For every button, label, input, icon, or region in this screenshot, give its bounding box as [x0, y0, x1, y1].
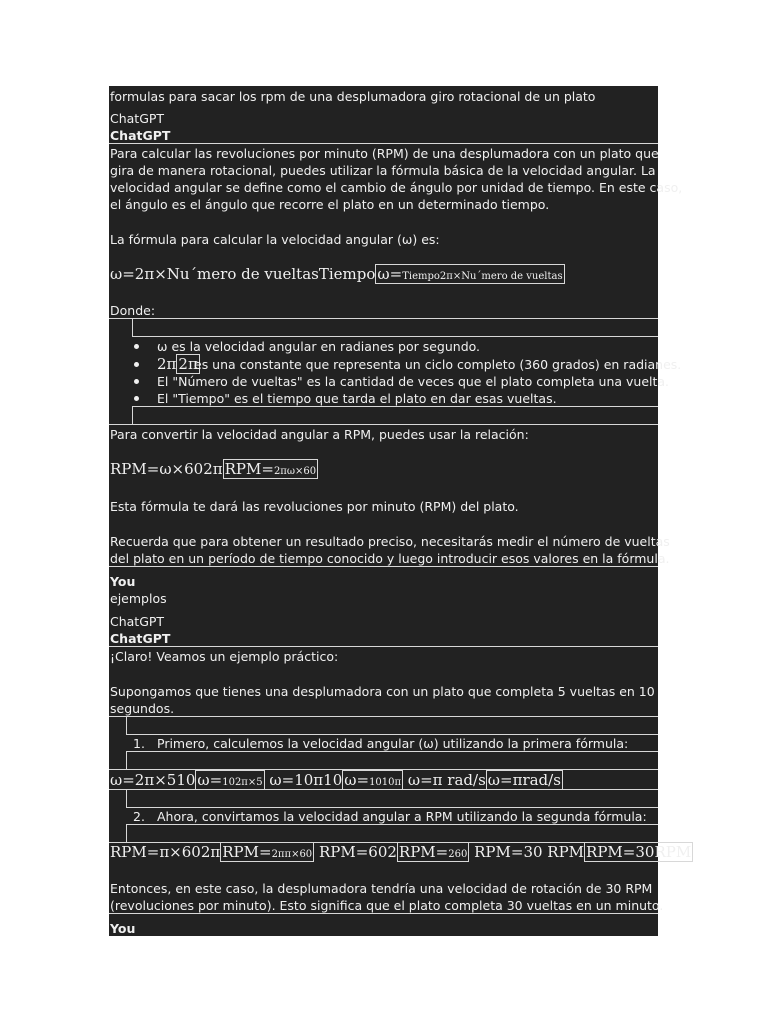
divider: [132, 406, 133, 424]
bullet: [134, 379, 139, 384]
speaker-label: ChatGPT: [110, 614, 165, 629]
user-question-1: formulas para sacar los rpm de una desplumadora giro rotacional de un plato: [110, 89, 596, 104]
answer-1-paragraph-5-line-1: Recuerda que para obtener un resultado preciso, necesitarás medir el número de vueltas: [110, 534, 670, 549]
bullet: [134, 362, 139, 367]
answer-2-paragraph-2-line-1: Supongamos que tienes una desplumadora con un plato que completa 5 vueltas en 10: [110, 684, 655, 699]
list-item: ω es la velocidad angular en radianes por segundo.: [157, 339, 481, 354]
answer-1-paragraph-1-line-3: velocidad angular se define como el cambio de ángulo por unidad de tiempo. En este caso,: [110, 180, 683, 195]
answer-1-paragraph-1-line-1: Para calcular las revoluciones por minuto (RPM) de una desplumadora con un plato que: [110, 146, 659, 161]
divider: [109, 424, 658, 425]
divider: [109, 566, 658, 567]
divider: [132, 318, 133, 336]
divider: [126, 789, 127, 807]
divider: [132, 406, 658, 407]
divider: [109, 646, 658, 647]
speaker-label: ChatGPT: [110, 111, 165, 126]
formula-example-rpm: RPM=π×602π RPM=2ππ×60 RPM=602 RPM=260 RPM=30 RPM RPM=30RPM: [110, 843, 692, 861]
answer-2-paragraph-3-line-1: Entonces, en este caso, la desplumadora tendría una velocidad de rotación de 30 RPM: [110, 881, 653, 896]
list-item-math: 2π 2π: [157, 355, 198, 373]
step-1-text: Primero, calculemos la velocidad angular (ω) utilizando la primera fórmula:: [157, 736, 629, 751]
list-item: El "Número de vueltas" es la cantidad de veces que el plato completa una vuelta.: [157, 374, 670, 389]
divider: [126, 824, 127, 842]
divider: [126, 716, 127, 734]
bullet: [134, 344, 139, 349]
answer-1-paragraph-1-line-4: el ángulo es el ángulo que recorre el plato en un determinado tiempo.: [110, 197, 550, 212]
divider: [126, 751, 658, 752]
list-item: El "Tiempo" es el tiempo que tarda el plato en dar esas vueltas.: [157, 391, 557, 406]
formula-angular-velocity-box: ω=Tiempo2π×Nu´mero de vueltas: [377, 265, 563, 283]
divider: [126, 751, 127, 769]
divider: [109, 789, 658, 790]
divider: [126, 824, 658, 825]
step-2-number: 2.: [133, 809, 145, 824]
answer-1-paragraph-4: Esta fórmula te dará las revoluciones por minuto (RPM) del plato.: [110, 499, 519, 514]
divider: [109, 716, 658, 717]
bullet: [134, 396, 139, 401]
answer-2-paragraph-2-line-2: segundos.: [110, 701, 175, 716]
formula-rpm: RPM=ω×602π RPM=2πω×60: [110, 460, 317, 478]
divider: [132, 336, 658, 337]
answer-2-paragraph-3-line-2: (revoluciones por minuto). Esto significa que el plato completa 30 vueltas en un minuto.: [110, 898, 664, 913]
formula-example-angular-velocity: ω=2π×510 ω=102π×5 ω=10π10 ω=1010π ω=π rad/s ω=πrad/s: [110, 771, 561, 789]
formula-rpm-box: RPM=2πω×60: [224, 460, 317, 478]
speaker-label-you: You: [110, 921, 136, 936]
formula-angular-velocity: ω=2π×Nu´mero de vueltasTiempo ω=Tiempo2π×Nu´mero de vueltas: [110, 265, 563, 283]
speaker-label-bold: ChatGPT: [110, 631, 171, 646]
answer-1-paragraph-3: Para convertir la velocidad angular a RPM, puedes usar la relación:: [110, 427, 529, 442]
divider: [109, 143, 658, 144]
step-1-number: 1.: [133, 736, 145, 751]
answer-2-paragraph-1: ¡Claro! Veamos un ejemplo práctico:: [110, 649, 339, 664]
list-item: es una constante que representa un ciclo completo (360 grados) en radianes.: [194, 357, 682, 372]
divider: [109, 913, 658, 914]
answer-1-paragraph-2: La fórmula para calcular la velocidad angular (ω) es:: [110, 232, 440, 247]
speaker-label-you: You: [110, 574, 136, 589]
speaker-label-bold: ChatGPT: [110, 128, 171, 143]
answer-1-paragraph-1-line-2: gira de manera rotacional, puedes utilizar la fórmula básica de la velocidad angular. La: [110, 163, 656, 178]
donde-label: Donde:: [110, 303, 156, 318]
user-question-2: ejemplos: [110, 591, 167, 606]
answer-1-paragraph-5-line-2: del plato en un período de tiempo conocido y luego introducir esos valores en la fórmula.: [110, 551, 670, 566]
step-2-text: Ahora, convirtamos la velocidad angular a RPM utilizando la segunda fórmula:: [157, 809, 647, 824]
divider: [109, 318, 658, 319]
